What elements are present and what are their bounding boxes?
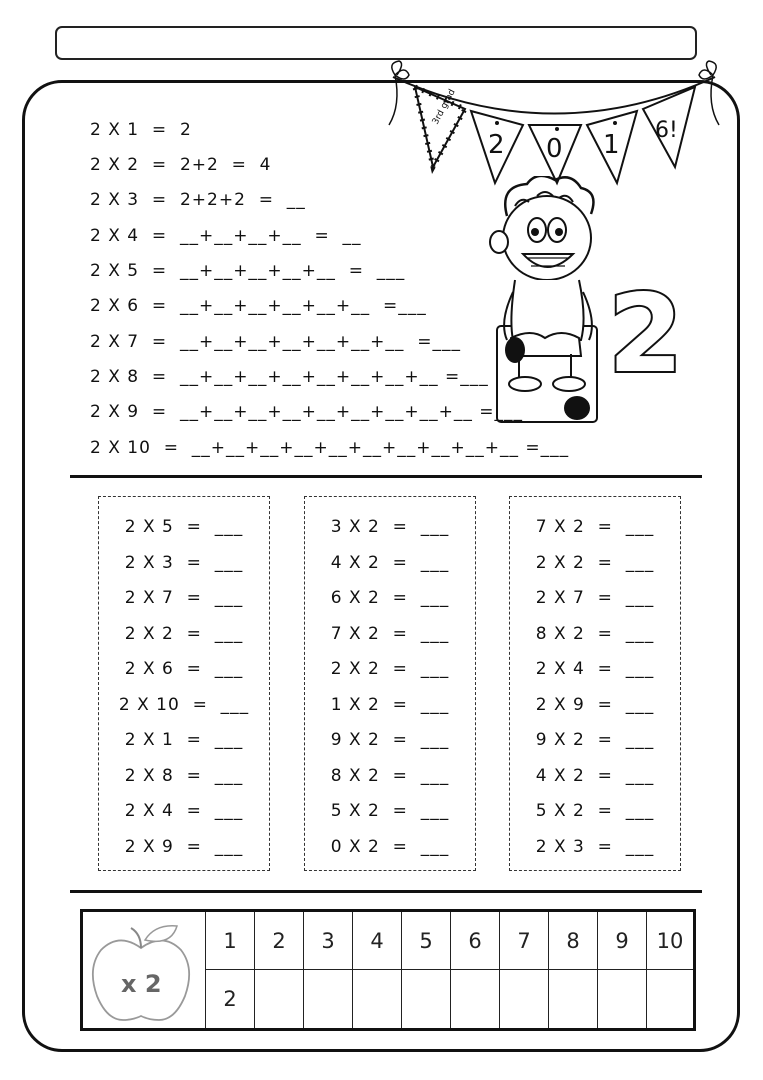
practice-problem: 2 X 9 = ___ (124, 837, 244, 857)
practice-problem: 5 X 2 = ___ (535, 801, 655, 821)
equation-line: 2 X 5 = __+__+__+__+__ = ___ (90, 261, 406, 281)
table-header-cell: 10 (647, 912, 693, 970)
practice-problem: 2 X 9 = ___ (535, 695, 655, 715)
practice-problem: 4 X 2 = ___ (330, 553, 450, 573)
equation-line: 2 X 3 = 2+2+2 = __ (90, 190, 306, 210)
practice-column-3 (509, 496, 681, 871)
equation-line: 2 X 2 = 2+2 = 4 (90, 155, 272, 175)
table-header-cell: 1 (206, 912, 255, 970)
banner-flag-2: 2 (488, 130, 505, 160)
answer-cell[interactable] (598, 970, 647, 1028)
practice-problem: 7 X 2 = ___ (330, 624, 450, 644)
equation-line: 2 X 1 = 2 (90, 120, 192, 140)
practice-problem: 9 X 2 = ___ (330, 730, 450, 750)
practice-problem: 7 X 2 = ___ (535, 517, 655, 537)
equation-line: 2 X 10 = __+__+__+__+__+__+__+__+__+__ =___ (90, 438, 570, 458)
practice-problem: 8 X 2 = ___ (535, 624, 655, 644)
banner-flag-4: 1 (603, 130, 620, 160)
answer-cell[interactable] (402, 970, 451, 1028)
equation-line: 2 X 4 = __+__+__+__ = __ (90, 226, 362, 246)
practice-problem: 2 X 7 = ___ (535, 588, 655, 608)
equation-line: 2 X 9 = __+__+__+__+__+__+__+__+__ =___ (90, 402, 524, 422)
practice-problem: 2 X 1 = ___ (124, 730, 244, 750)
practice-problem: 2 X 7 = ___ (124, 588, 244, 608)
apple-cell (83, 912, 206, 1028)
banner-flag-3: 0 (546, 134, 563, 164)
table-header-cell: 2 (255, 912, 304, 970)
practice-problem: 4 X 2 = ___ (535, 766, 655, 786)
answer-cell[interactable] (647, 970, 693, 1028)
table-header-cell: 7 (500, 912, 549, 970)
banner-flag-5: 6! (655, 118, 678, 143)
practice-problem: 2 X 2 = ___ (124, 624, 244, 644)
practice-problem: 1 X 2 = ___ (330, 695, 450, 715)
practice-problem: 2 X 4 = ___ (124, 801, 244, 821)
practice-problem: 2 X 2 = ___ (330, 659, 450, 679)
practice-problem: 2 X 5 = ___ (124, 517, 244, 537)
practice-problem: 2 X 3 = ___ (535, 837, 655, 857)
table-header-cell: 3 (304, 912, 353, 970)
practice-column-2 (304, 496, 476, 871)
answer-cell[interactable] (353, 970, 402, 1028)
practice-problem: 8 X 2 = ___ (330, 766, 450, 786)
answer-cell[interactable]: 2 (206, 970, 255, 1028)
apple-label: x 2 (121, 970, 162, 998)
answer-cell[interactable] (451, 970, 500, 1028)
times-table-grid (80, 909, 696, 1031)
table-header-cell: 4 (353, 912, 402, 970)
table-header-cell: 9 (598, 912, 647, 970)
answer-cell[interactable] (549, 970, 598, 1028)
apple-icon (83, 912, 203, 1028)
child-illustration (485, 176, 615, 426)
big-digit: 2 (608, 275, 684, 385)
divider (70, 890, 702, 893)
practice-problem: 3 X 2 = ___ (330, 517, 450, 537)
answer-cell[interactable] (255, 970, 304, 1028)
equation-line: 2 X 7 = __+__+__+__+__+__+__ =___ (90, 332, 461, 352)
practice-problem: 5 X 2 = ___ (330, 801, 450, 821)
equation-line: 2 X 6 = __+__+__+__+__+__ =___ (90, 296, 427, 316)
banner-flag-1: 3rd grad (430, 87, 458, 127)
practice-problem: 2 X 8 = ___ (124, 766, 244, 786)
answer-cell[interactable] (500, 970, 549, 1028)
banner-illustration (385, 55, 725, 190)
table-header-cell: 8 (549, 912, 598, 970)
practice-problem: 2 X 6 = ___ (124, 659, 244, 679)
practice-problem: 2 X 4 = ___ (535, 659, 655, 679)
practice-problem: 2 X 3 = ___ (124, 553, 244, 573)
table-header-cell: 5 (402, 912, 451, 970)
divider (70, 475, 702, 478)
practice-column-1 (98, 496, 270, 871)
table-header-cell: 6 (451, 912, 500, 970)
answer-cell[interactable] (304, 970, 353, 1028)
equation-line: 2 X 8 = __+__+__+__+__+__+__+__ =___ (90, 367, 489, 387)
practice-problem: 6 X 2 = ___ (330, 588, 450, 608)
practice-problem: 2 X 10 = ___ (118, 695, 250, 715)
practice-problem: 9 X 2 = ___ (535, 730, 655, 750)
practice-problem: 2 X 2 = ___ (535, 553, 655, 573)
practice-problem: 0 X 2 = ___ (330, 837, 450, 857)
